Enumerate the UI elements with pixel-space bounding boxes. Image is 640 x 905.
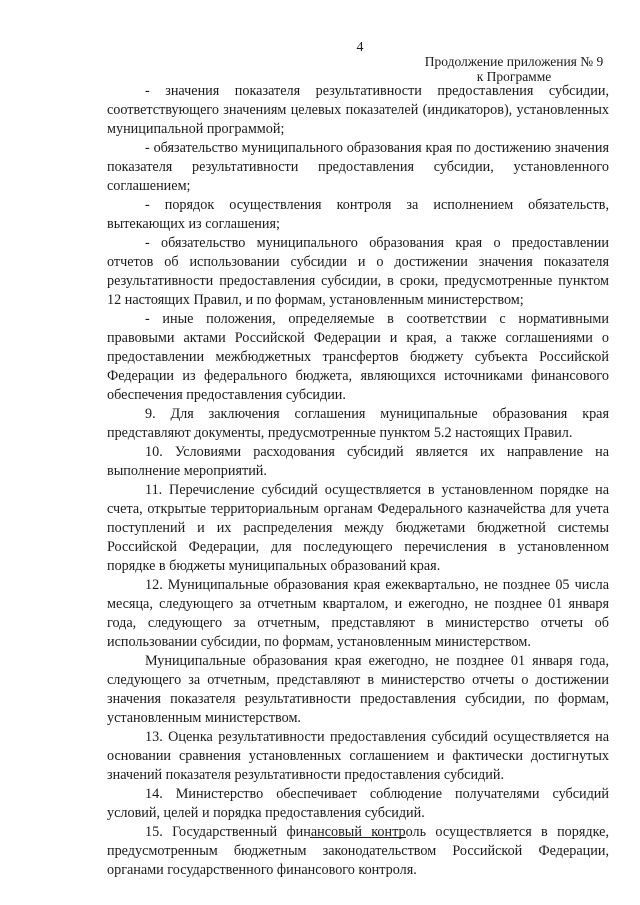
- paragraph: 12. Муниципальные образования края ежеквартально, не позднее 05 числа месяца, следующего за отчетным кварталом, и ежегодно, не позднее 01 января года, следующего за отчетным, представляют в министерство отчеты об использовании субсидии, по формам, установленным министерством.: [107, 577, 609, 650]
- page-number: 4: [356, 40, 364, 55]
- paragraph: - обязательство муниципального образования края о предоставлении отчетов об использовании субсидии и о достижении значения показателя результативности предоставления субсидии, в сроки, предусмотренные пунктом 12 настоящих Правил, и по формам, установленным министерством;: [107, 235, 609, 308]
- paragraph: 15. Государственный финансовый контроль осуществляется в порядке, предусмотренным бюджетным законодательством Российской Федерации, органами государственного финансового контроля.: [107, 824, 609, 878]
- paragraph: - обязательство муниципального образования края по достижению значения показателя результативности предоставления субсидии, установленного соглашением;: [107, 140, 609, 194]
- paragraph: 11. Перечисление субсидий осуществляется в установленном порядке на счета, открытые территориальным органам Федерального казначейства для учета поступлений и их распределения между бюджетами бюджетной системы Российской Федерации, для последующего перечисления в установленном порядке в бюджеты муниципальных образований края.: [107, 482, 609, 574]
- paragraph: - значения показателя результативности предоставления субсидии, соответствующего значениям целевых показателей (индикаторов), установленных муниципальной программой;: [107, 83, 609, 137]
- document-body: [107, 82, 609, 880]
- end-rule: [310, 837, 406, 838]
- paragraph: - иные положения, определяемые в соответствии с нормативными правовыми актами Российской Федерации и края, а также соглашениями о предоставлении межбюджетных трансфертов бюджету субъекта Российской Федерации из федерального бюджета, являющихся источниками финансового обеспечения предоставления субсидии.: [107, 311, 609, 403]
- paragraph: 13. Оценка результативности предоставления субсидий осуществляется на основании сравнения установленных соглашением и фактически достигнутых значений показателя результативности предоставления субсидий.: [107, 729, 609, 783]
- appendix-line-1: Продолжение приложения № 9: [424, 54, 604, 69]
- paragraph: Муниципальные образования края ежегодно, не позднее 01 января года, следующего за отчетным, представляют в министерство отчеты о достижении значения показателя результативности предоставления субсидии, по формам, установленным министерством.: [107, 653, 609, 726]
- paragraph: 9. Для заключения соглашения муниципальные образования края представляют документы, предусмотренные пунктом 5.2 настоящих Правил.: [107, 406, 609, 441]
- appendix-header: [424, 54, 604, 84]
- paragraph: 14. Министерство обеспечивает соблюдение получателями субсидий условий, целей и порядка предоставления субсидий.: [107, 786, 609, 821]
- paragraph: - порядок осуществления контроля за исполнением обязательств, вытекающих из соглашения;: [107, 197, 609, 232]
- appendix-line-2: к Программе: [476, 69, 552, 84]
- paragraph: 10. Условиями расходования субсидий является их направление на выполнение мероприятий.: [107, 444, 609, 479]
